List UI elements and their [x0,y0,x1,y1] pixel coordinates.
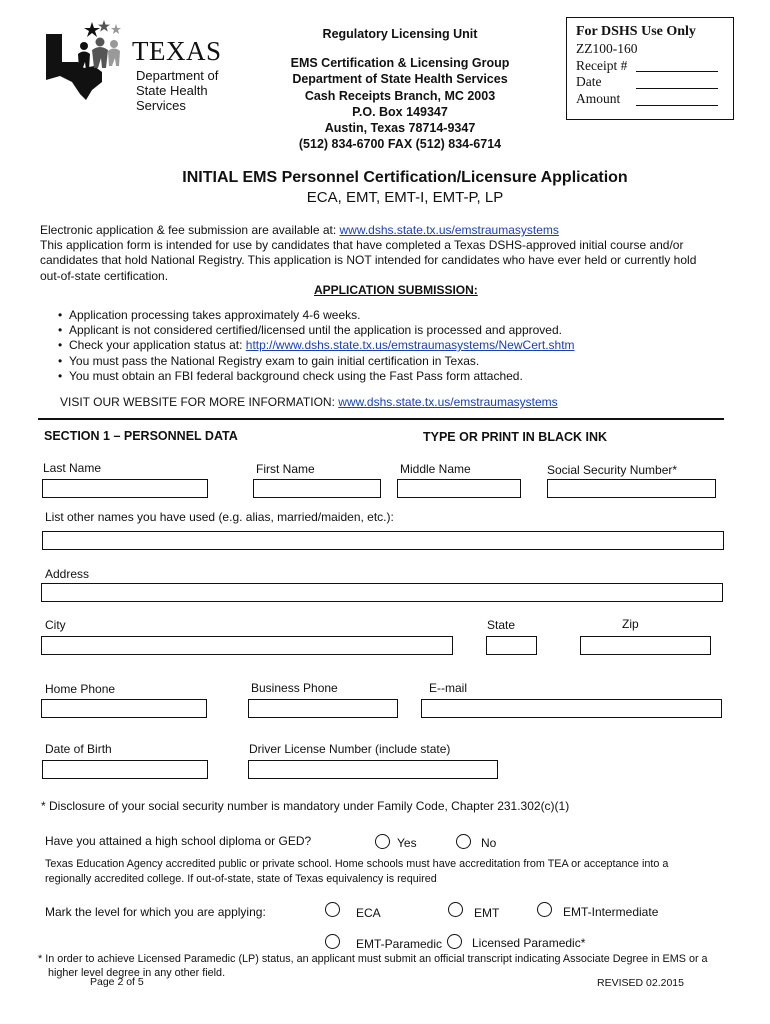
dshs-box-code: ZZ100-160 [576,41,638,56]
application-status-link[interactable]: http://www.dshs.state.tx.us/emstraumasystems/NewCert.shtm [245,338,575,353]
lp-note: * In order to achieve Licensed Paramedic (LP) status, an applicant must submit an official transcript indicating Associate Degree in EMS or a higher level degree in any other field. [38,953,708,979]
state-label: State [487,618,516,632]
level-emt-paramedic-label: EMT-Paramedic [356,937,443,951]
level-emt-paramedic-radio[interactable] [325,934,340,949]
driver-license-label: Driver License Number (include state) [249,742,451,756]
section1-ink-note: TYPE OR PRINT IN BLACK INK [423,430,608,444]
level-licensed-paramedic-label: Licensed Paramedic* [472,936,586,950]
address-input[interactable] [41,583,723,602]
dob-label: Date of Birth [45,742,112,756]
middle-name-label: Middle Name [400,462,471,476]
bullet-fbi-check: • You must obtain an FBI federal background check using the Fast Pass form attached. [58,369,748,384]
dshs-box-receipt-label: Receipt # [576,58,628,73]
ssn-label: Social Security Number* [547,463,678,477]
dshs-box-date-line [636,88,718,89]
address-label: Address [45,567,90,581]
zip-label: Zip [622,617,639,631]
email-label: E--mail [429,681,467,695]
logo-dept-line1: Department of [136,68,219,83]
visit-website: VISIT OUR WEBSITE FOR MORE INFORMATION: www.dshs.state.tx.us/emstraumasystems [60,395,558,409]
diploma-question: Have you attained a high school diploma or GED? [45,834,312,848]
intro-line3: candidates that hold National Registry. This application is NOT intended for candidates who have ever held or currently hold [40,253,697,268]
home-phone-input[interactable] [41,699,207,718]
bullet-not-certified: • Applicant is not considered certified/licensed until the application is processed and approved. [58,323,748,338]
dshs-box-amount-line [636,105,718,106]
level-eca-radio[interactable] [325,902,340,917]
home-phone-label: Home Phone [45,682,116,696]
state-input[interactable] [486,636,537,655]
intro-line4: out-of-state certification. [40,268,169,283]
logo-texas: TEXAS [132,36,222,66]
dshs-box-amount-label: Amount [576,91,621,106]
city-label: City [45,618,66,632]
logo-dept-line2: State Health Services [136,83,208,113]
intro-text [40,223,740,284]
dshs-box-title: For DSHS Use Only [576,24,696,39]
header-branch: Cash Receipts Branch, MC 2003 [304,88,496,103]
submission-bullets [58,308,748,384]
other-names-input[interactable] [42,531,724,550]
form-title: INITIAL EMS Personnel Certification/Licensure Application [182,169,628,186]
form-subtitle: ECA, EMT, EMT-I, EMT-P, LP [306,189,504,206]
tea-note: Texas Education Agency accredited public or private school. Home schools must have accreditation from TEA or acceptance into a regionally accredited college. If out-of-state, state of Texas equivalency is required [45,858,669,885]
last-name-label: Last Name [43,461,102,475]
business-phone-input[interactable] [248,699,398,718]
last-name-input[interactable] [42,479,208,498]
header-group: EMS Certification & Licensing Group [290,56,510,70]
dshs-box-date-label: Date [576,74,602,89]
header-city: Austin, Texas 78714-9347 [324,121,476,136]
level-eca-label: ECA [356,906,381,920]
section-divider [38,418,724,420]
driver-license-input[interactable] [248,760,498,779]
section1-title: SECTION 1 – PERSONNEL DATA [44,429,238,443]
header-phone-fax: (512) 834-6700 FAX (512) 834-6714 [298,137,502,152]
diploma-no-label: No [481,836,497,850]
level-emt-label: EMT [474,906,500,920]
intro-electronic: Electronic application & fee submission are available at: www.dshs.state.tx.us/emstraumasystems [40,223,559,237]
revision-date: REVISED 02.2015 [597,977,684,989]
diploma-yes-radio[interactable] [375,834,390,849]
first-name-input[interactable] [253,479,381,498]
email-input[interactable] [421,699,722,718]
diploma-no-radio[interactable] [456,834,471,849]
first-name-label: First Name [256,462,315,476]
bullet-national-registry: • You must pass the National Registry exam to gain initial certification in Texas. [58,354,748,369]
header-po-box: P.O. Box 149347 [352,104,448,119]
header-address-block [250,55,550,153]
intro-line2: This application form is intended for use by candidates that have completed a Texas DSHS-approved initial course and/or [40,238,684,253]
texas-logo-icon [40,20,130,104]
business-phone-label: Business Phone [251,681,338,695]
ssn-input[interactable] [547,479,716,498]
dob-input[interactable] [42,760,208,779]
page-number: Page 2 of 5 [90,976,144,988]
middle-name-input[interactable] [397,479,521,498]
level-question: Mark the level for which you are applying: [45,905,266,919]
agency-logo [40,20,260,113]
bullet-processing-time: • Application processing takes approximately 4-6 weeks. [58,308,748,323]
level-licensed-paramedic-radio[interactable] [447,934,462,949]
header-unit: Regulatory Licensing Unit [322,27,478,41]
header-department: Department of State Health Services [292,72,508,87]
bullet-check-status: • Check your application status at: http://www.dshs.state.tx.us/emstraumasystems/NewCert.shtm [58,338,748,353]
other-names-label: List other names you have used (e.g. alias, married/maiden, etc.): [45,510,394,524]
dshs-box-receipt-line [636,71,718,72]
diploma-yes-label: Yes [397,836,417,850]
zip-input[interactable] [580,636,711,655]
submission-heading: APPLICATION SUBMISSION: [314,283,478,297]
website-link[interactable]: www.dshs.state.tx.us/emstraumasystems [338,395,558,409]
level-emt-intermediate-label: EMT-Intermediate [563,905,659,919]
city-input[interactable] [41,636,453,655]
dshs-use-only-box [566,17,734,120]
level-emt-intermediate-radio[interactable] [537,902,552,917]
level-emt-radio[interactable] [448,902,463,917]
electronic-submission-link[interactable]: www.dshs.state.tx.us/emstraumasystems [339,223,559,237]
ssn-disclosure-note: * Disclosure of your social security number is mandatory under Family Code, Chapter 231.302(c)(1) [41,799,570,813]
